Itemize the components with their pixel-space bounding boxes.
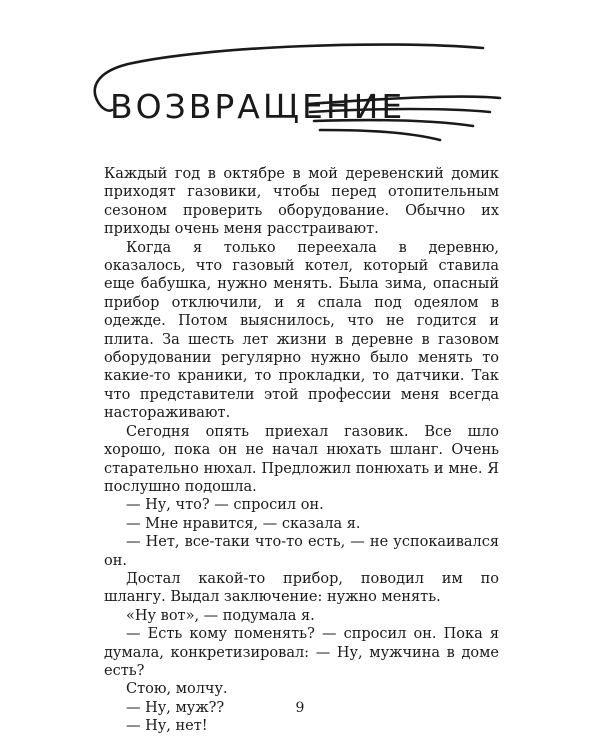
- dialogue-line: — Ну, нет!: [126, 718, 208, 735]
- chapter-title: ВОЗВРАЩЕНИЕ: [110, 87, 406, 126]
- paragraph: Когда я только переехала в деревню, оказалось, что газовый котел, который ставила еще бабушка, нужно менять. Была зима, опасный прибор отключили, и я спала под одеялом в одежде. Потом выяснилось, что не годится и плита. За шесть лет жизни в деревне в газовом оборудовании регулярно нужно было менять то какие-то краники, то прокладки, то датчики. Так что представители этой профессии меня всегда настораживают.: [104, 239, 499, 422]
- dialogue-line: — Мне нравится, — сказала я.: [126, 515, 361, 532]
- dialogue-line: — Ну, что? — спросил он.: [126, 497, 324, 514]
- paragraph: Достал какой-то прибор, поводил им по шлангу. Выдал заключение: нужно менять.: [104, 570, 499, 606]
- dialogue-line: — Ну, муж??: [126, 699, 225, 716]
- page-number: 9: [295, 700, 305, 716]
- dialogue-line: — Нет, все-таки что-то есть, — не успокаивался он.: [104, 534, 499, 569]
- paragraph: Каждый год в октябре в мой деревенский домик приходят газовики, чтобы перед отопительным сезоном проверить оборудование. Обычно их приходы очень меня расстраивают.: [104, 166, 499, 238]
- chapter-heading: [88, 42, 508, 152]
- paragraph: Стою, молчу.: [126, 681, 228, 698]
- paragraph: «Ну вот», — подумала я.: [126, 607, 315, 624]
- dialogue-line: — Есть кому поменять? — спросил он. Пока я думала, конкретизировал: — Ну, мужчина в доме есть?: [104, 626, 499, 679]
- chapter-body: [104, 165, 499, 736]
- paragraph: Сегодня опять приехал газовик. Все шло хорошо, пока он не начал нюхать шланг. Очень старательно нюхал. Предложил понюхать и мне. Я послушно подошла.: [104, 423, 499, 495]
